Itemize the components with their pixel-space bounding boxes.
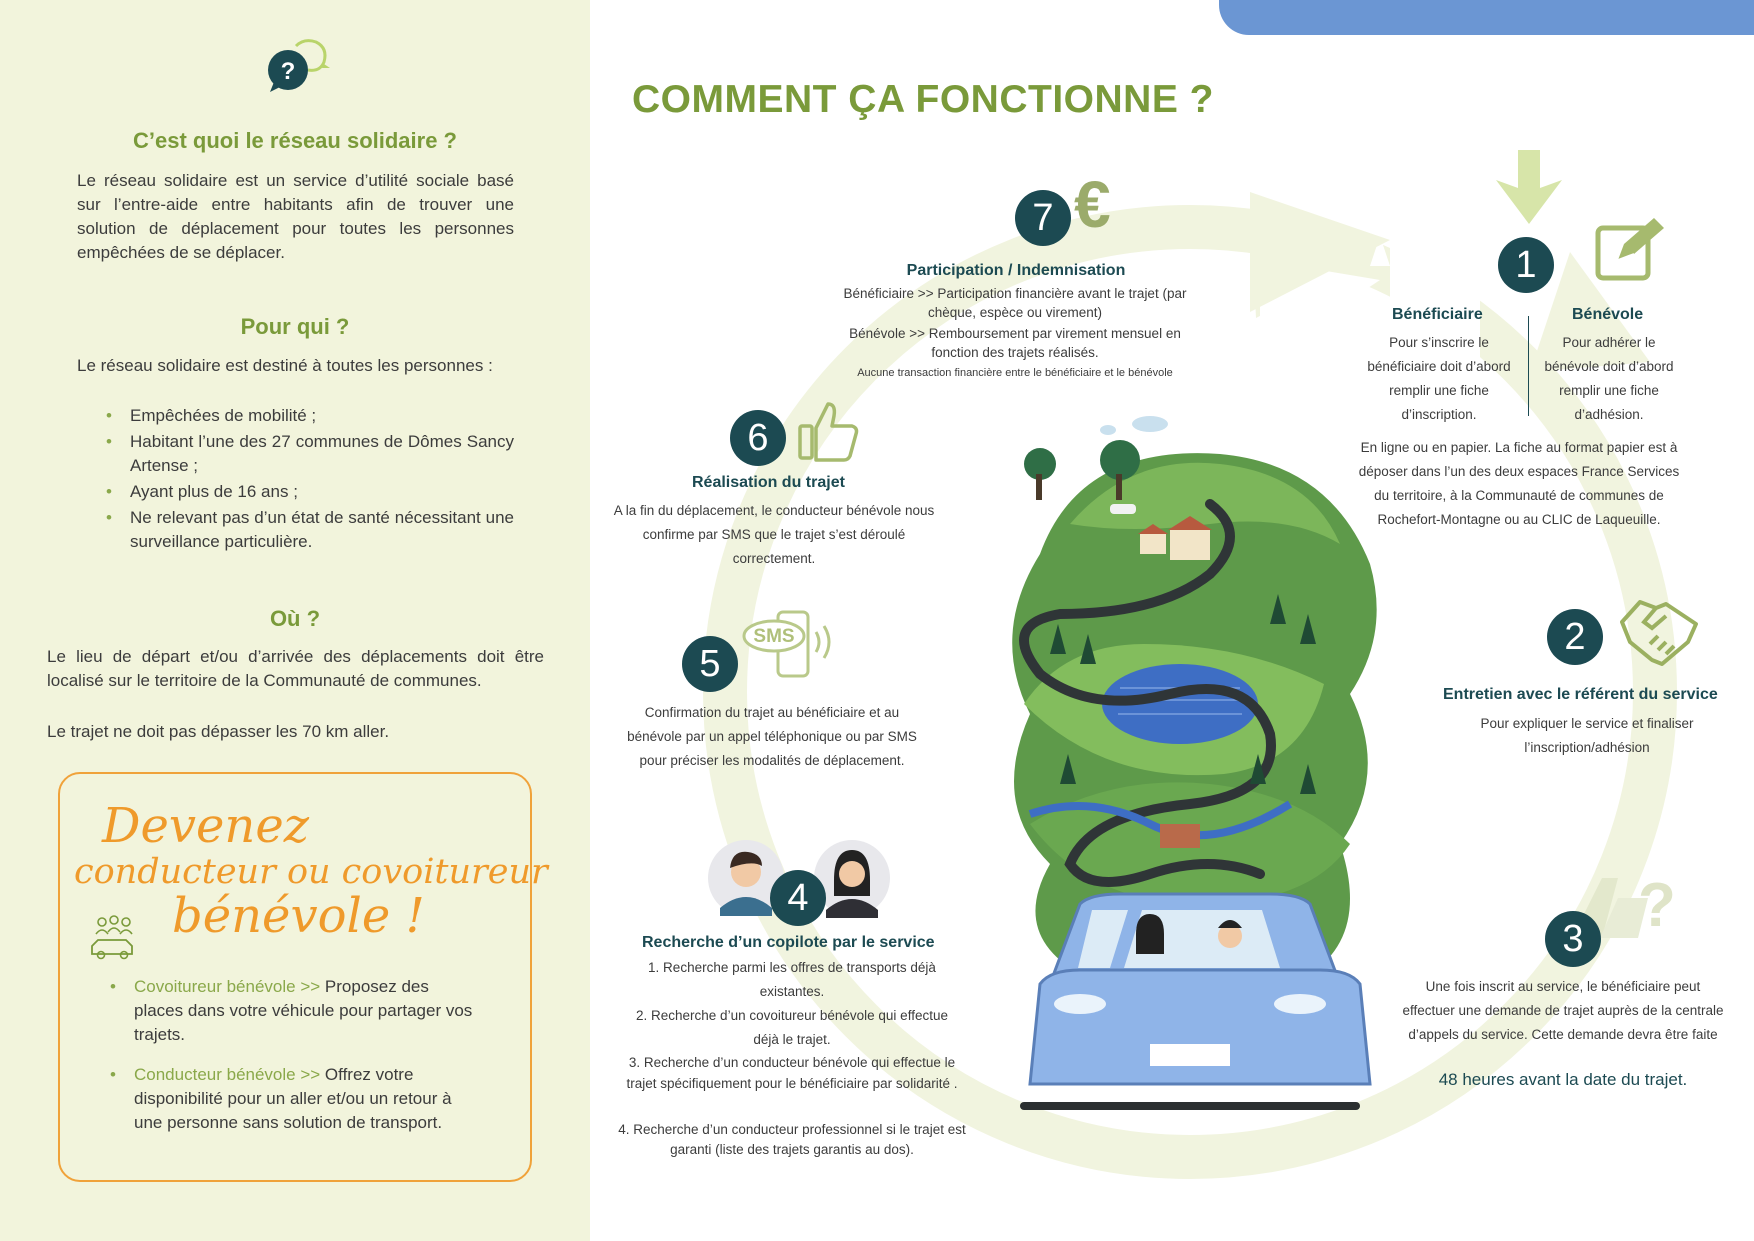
- cta-item-lead: Covoitureur bénévole >>: [134, 977, 321, 996]
- section-title-who: Pour qui ?: [240, 314, 350, 339]
- sms-icon-label: SMS: [753, 626, 795, 647]
- step-3-text: Une fois inscrit au service, le bénéficiaire peut effectuer une demande de trajet auprès de la centrale d’appels du service. Cette demande devra être faite: [1402, 979, 1724, 1042]
- step-1-volunteer-text: Pour adhérer le bénévole doit d’abord remplir une fiche d’adhésion.: [1544, 335, 1674, 422]
- step-2-title: Entretien avec le référent du service: [1443, 686, 1718, 703]
- step-5-text: Confirmation du trajet au bénéficiaire et au bénévole par un appel téléphonique ou par SMS pour préciser les modalités de déplacement.: [627, 705, 917, 768]
- step-7-number: 7: [1015, 190, 1071, 246]
- list-item: • Empêchées de mobilité ;: [78, 404, 514, 428]
- step-4-item-4: 4. Recherche d’un conducteur professionnel si le trajet est garanti (liste des trajets garantis au dos).: [618, 1122, 966, 1157]
- thumbs-up-icon: [796, 398, 862, 462]
- cta-item-text: Offrez votre disponibilité pour un aller et/ou un retour à une personne sans solution de transport.: [134, 1065, 452, 1132]
- step-1-number: 1: [1498, 237, 1554, 293]
- step-3-highlight: 48 heures avant la date du trajet.: [1438, 1070, 1688, 1089]
- top-accent-bar: [1219, 0, 1754, 35]
- section-intro-who: Le réseau solidaire est destiné à toutes les personnes :: [77, 356, 493, 375]
- section-title-what: C’est quoi le réseau solidaire ?: [133, 128, 457, 153]
- step-4-number: 4: [770, 870, 826, 926]
- down-arrow-icon: [1494, 150, 1564, 226]
- step-1-beneficiary-title: Bénéficiaire: [1392, 306, 1483, 323]
- step-5-number: 5: [682, 636, 738, 692]
- section-text-what: Le réseau solidaire est un service d’utilité sociale basé sur l’entre-aide entre habitants afin de trouver une solution de déplacement pour toutes les personnes empêchées de se déplacer.: [77, 171, 514, 262]
- who-bullet-list: [78, 404, 514, 556]
- step-2-text: Pour expliquer le service et finaliser l’inscription/adhésion: [1480, 716, 1694, 755]
- list-item: [82, 975, 482, 1047]
- step-1-beneficiary-text: Pour s’inscrire le bénéficiaire doit d’abord remplir une fiche d’inscription.: [1367, 335, 1511, 422]
- step-7-line-1: Bénéficiaire >> Participation financière avant le trajet (par chèque, espèce ou virement): [843, 286, 1187, 320]
- carpool-icon: [88, 914, 138, 962]
- page-title: COMMENT ÇA FONCTIONNE ?: [632, 78, 1215, 121]
- svg-text:?: ?: [280, 58, 296, 85]
- cta-line-3: bénévole !: [172, 888, 425, 944]
- cta-line-2: conducteur ou covoitureur: [74, 852, 548, 892]
- step-1-note: En ligne ou en papier. La fiche au format papier est à déposer dans l’un des deux espaces France Services du territoire, à la Communauté de communes de Rochefort-Montagne ou au CLIC de Laqueuille.: [1358, 440, 1680, 527]
- handshake-icon: [1618, 592, 1702, 664]
- cta-list: [82, 975, 482, 1137]
- list-item: • Ayant plus de 16 ans ;: [78, 480, 514, 504]
- edit-form-icon: [1594, 218, 1664, 284]
- step-4-item-2: 2. Recherche d’un covoitureur bénévole qui effectue déjà le trajet.: [636, 1008, 948, 1047]
- step-6-text: A la fin du déplacement, le conducteur bénévole nous confirme par SMS que le trajet s’est déroulé correctement.: [613, 503, 935, 566]
- step-3-number: 3: [1545, 911, 1601, 967]
- section-text-where: Le lieu de départ et/ou d’arrivée des déplacements doit être localisé sur le territoire de la Communauté de communes.: [47, 647, 544, 690]
- step-7-note: Aucune transaction financière entre le bénéficiaire et le bénévole: [857, 367, 1173, 379]
- step-6-number: 6: [730, 410, 786, 466]
- list-item: • Ne relevant pas d’un état de santé nécessitant une surveillance particulière.: [78, 506, 514, 554]
- step-4-item-1: 1. Recherche parmi les offres de transports déjà existantes.: [648, 960, 936, 999]
- step-1-volunteer-title: Bénévole: [1572, 306, 1644, 323]
- euro-icon: €: [1074, 167, 1111, 241]
- step-4-item-3: 3. Recherche d’un conducteur bénévole qui effectue le trajet spécifiquement pour le bénéficiaire par solidarité .: [626, 1055, 958, 1091]
- cta-line-1: Devenez: [102, 798, 310, 854]
- step-2-number: 2: [1547, 609, 1603, 665]
- step-7-title: Participation / Indemnisation: [906, 262, 1126, 279]
- cta-item-text: Proposez des places dans votre véhicule pour partager vos trajets.: [134, 977, 473, 1044]
- svg-text:?: ?: [1638, 871, 1676, 940]
- step-1-divider: [1528, 316, 1529, 416]
- cta-item-lead: Conducteur bénévole >>: [134, 1065, 321, 1084]
- step-6-title: Réalisation du trajet: [692, 474, 845, 491]
- step-7-line-2: Bénévole >> Remboursement par virement mensuel en fonction des trajets réalisés.: [849, 326, 1181, 360]
- landscape-car-illustration: [1000, 404, 1390, 1114]
- list-item: • Habitant l’une des 27 communes de Dômes Sancy Artense ;: [78, 430, 514, 478]
- step-4-title: Recherche d’un copilote par le service: [642, 934, 935, 951]
- list-item: [82, 1063, 482, 1135]
- section-text-where-limit: Le trajet ne doit pas dépasser les 70 km aller.: [47, 722, 390, 741]
- question-bubble-icon: [262, 38, 332, 98]
- section-title-where: Où ?: [269, 606, 321, 631]
